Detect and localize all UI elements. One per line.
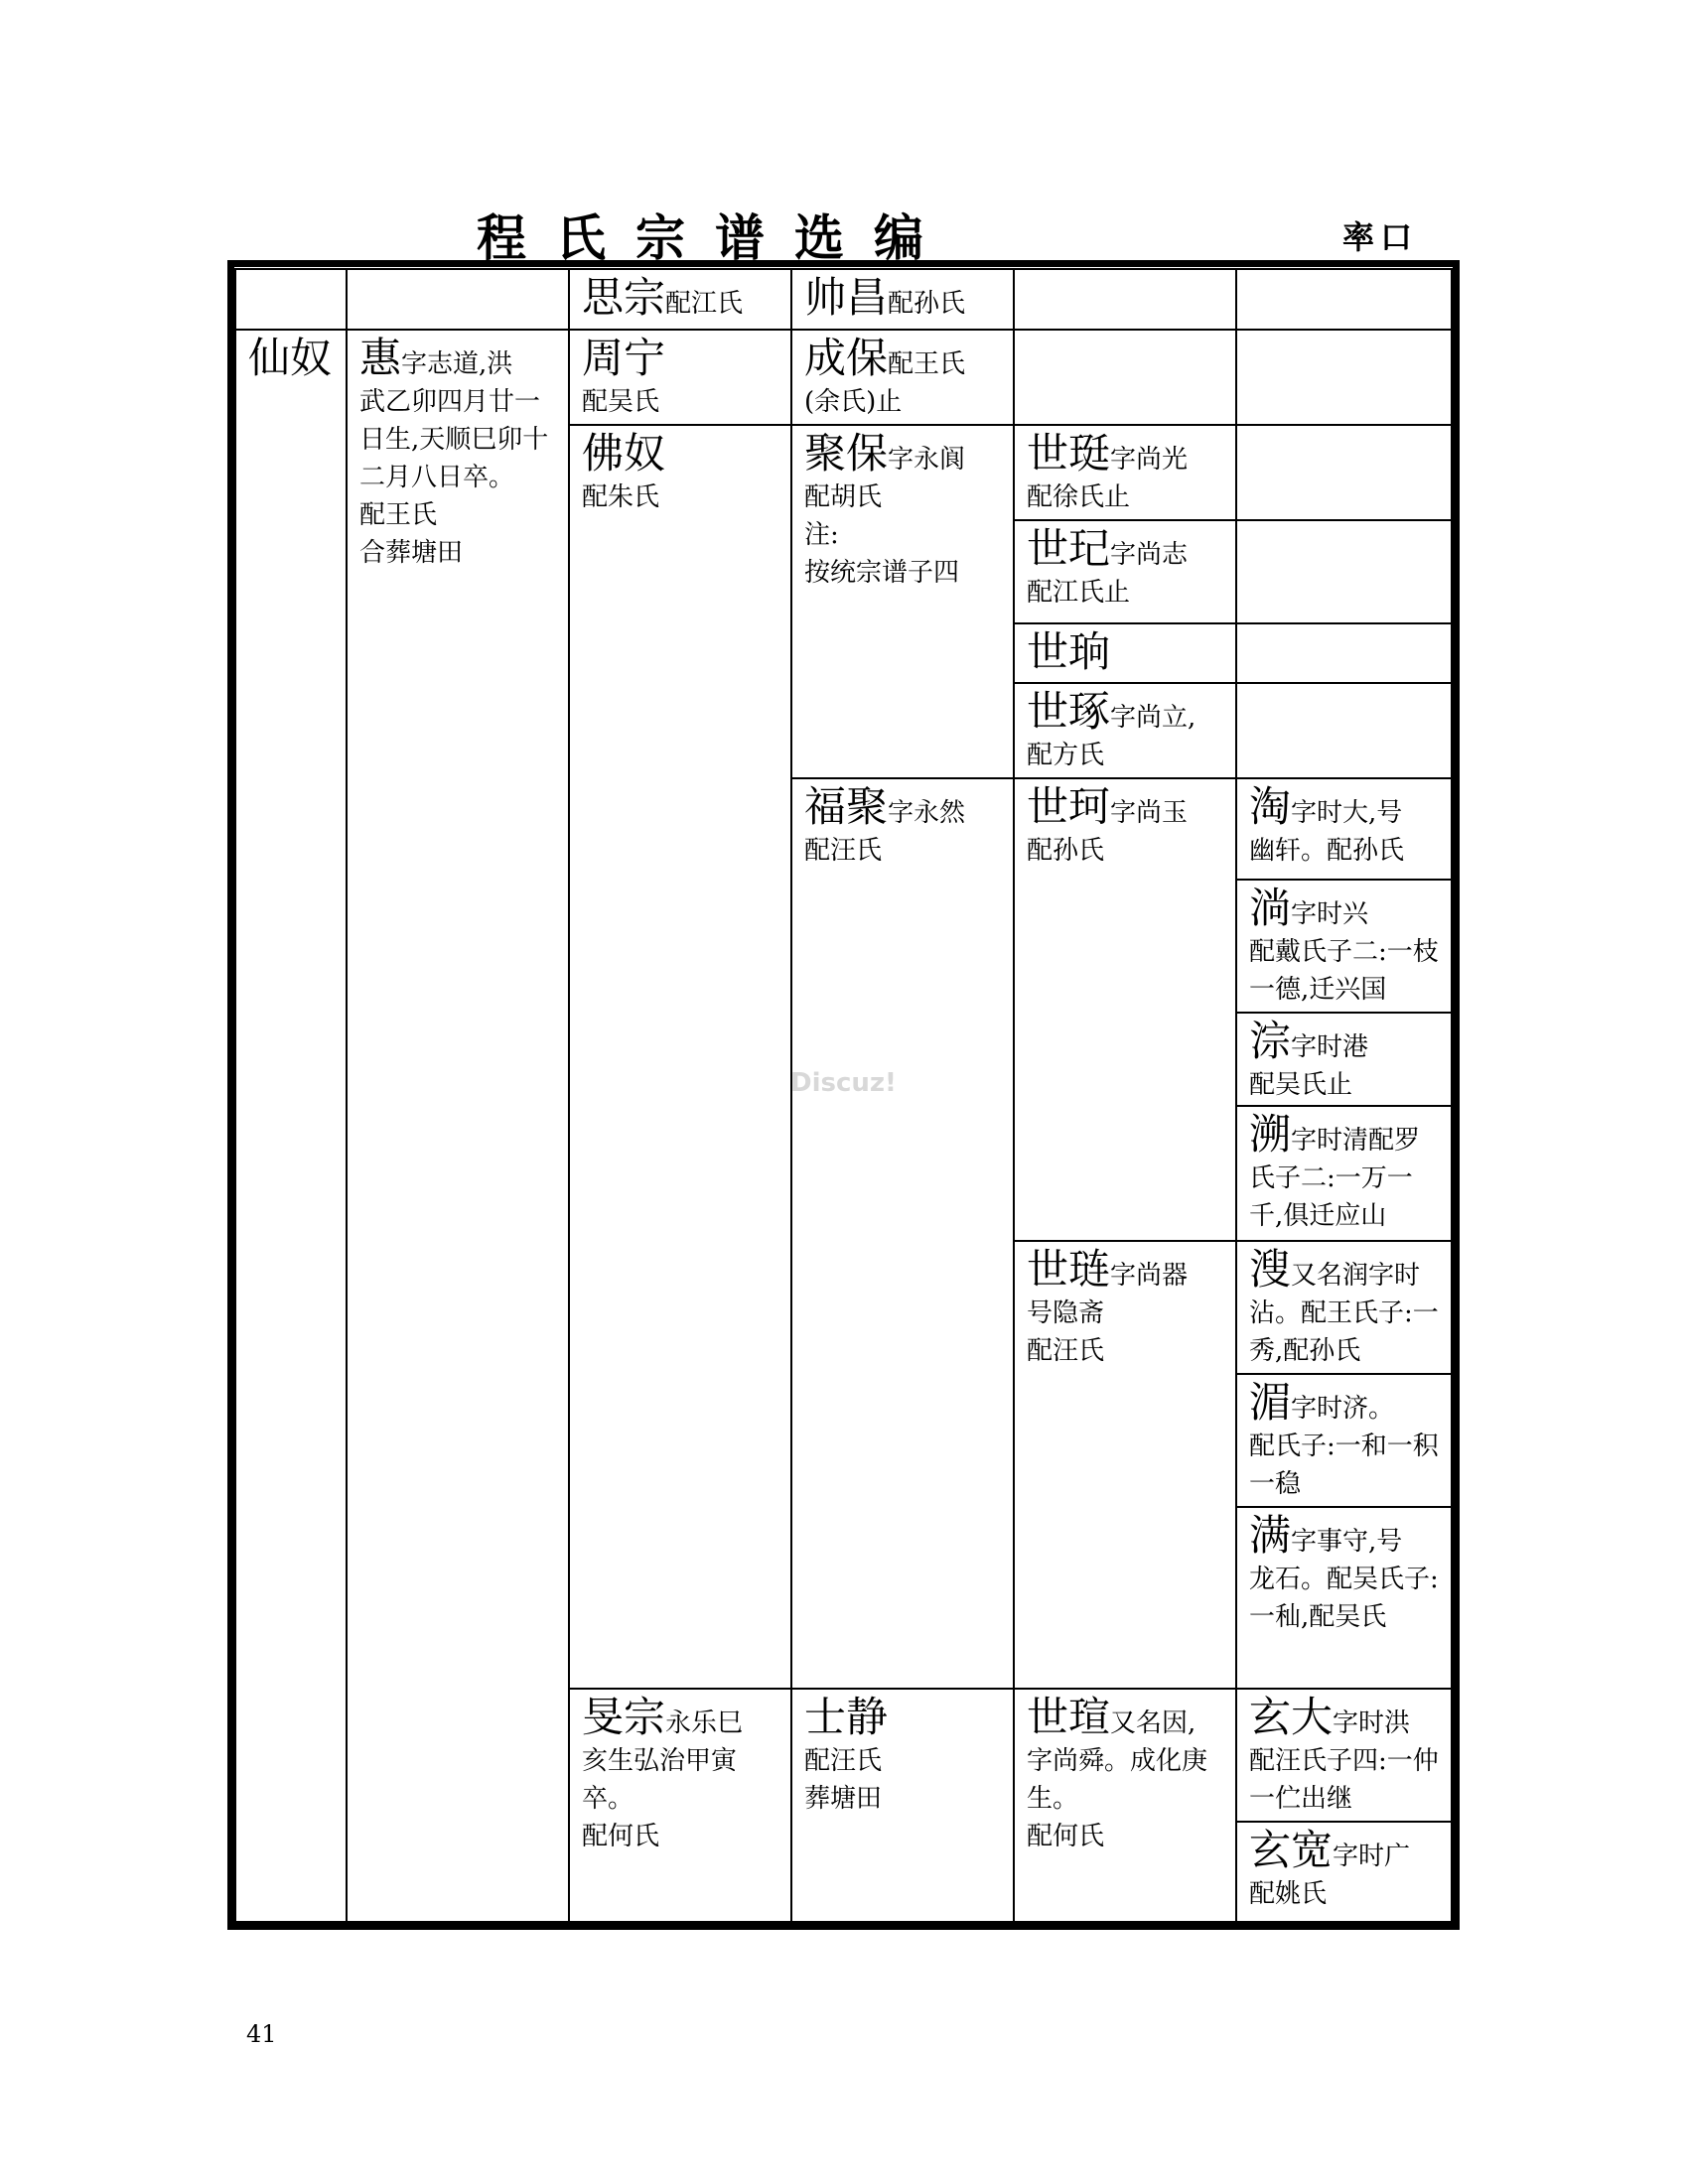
gen6-entry-7 <box>1235 1688 1453 1823</box>
gen6-text-8: 配姚氏 <box>1249 1879 1328 1909</box>
gen6-entry-2 <box>1235 1012 1453 1107</box>
gen3-note-0: 配江氏 <box>665 289 744 319</box>
gen6-entry-6 <box>1235 1506 1453 1690</box>
gen5-text-6: 字尚舜。成化庚生。 配何氏 <box>1027 1746 1208 1851</box>
gen6-header-cell-3 <box>1235 519 1453 624</box>
gen5-header-cell-0 <box>1013 268 1237 331</box>
gen3-entry-1 <box>568 329 792 426</box>
gen3-entry-3 <box>568 1688 792 1923</box>
gen2-text: 武乙卯四月廿一日生,天顺巳卯十二月八日卒。 配王氏 合葬塘田 <box>359 387 549 568</box>
gen6-entry-0 <box>1235 777 1453 881</box>
gen6-note-0: 字时大,号 <box>1291 798 1403 828</box>
gen4-note-3: 字永然 <box>888 798 966 828</box>
gen3-text-1: 配吴氏 <box>582 387 660 417</box>
gen6-name-7: 玄大 <box>1249 1693 1334 1741</box>
gen4-name-1: 成保 <box>804 334 889 382</box>
gen6-note-7: 字时洪 <box>1333 1708 1411 1738</box>
gen6-text-6: 龙石。配吴氏子:一秈,配吴氏 <box>1249 1565 1439 1632</box>
page-title: 程氏宗谱选编 <box>477 208 953 267</box>
gen5-text-5: 号隐斋 配汪氏 <box>1027 1298 1105 1366</box>
gen3-note-3: 永乐巳 <box>665 1708 744 1738</box>
gen6-text-3: 氏子二:一万一千,俱迁应山 <box>1249 1163 1413 1231</box>
gen2-header-cell <box>346 268 570 331</box>
gen3-name-3: 旻宗 <box>582 1693 666 1741</box>
gen2-name: 惠 <box>359 334 402 382</box>
gen5-name-4: 世珂 <box>1027 782 1111 831</box>
gen6-entry-1 <box>1235 879 1453 1014</box>
gen5-entry-3 <box>1013 682 1237 779</box>
gen5-entry-6 <box>1013 1688 1237 1923</box>
gen5-entry-1 <box>1013 519 1237 624</box>
gen6-note-1: 字时兴 <box>1291 899 1369 929</box>
gen6-name-0: 淘 <box>1249 782 1292 831</box>
gen6-note-5: 字时济。 <box>1291 1394 1395 1424</box>
gen6-text-4: 沾。配王氏子:一秀,配孙氏 <box>1249 1298 1439 1366</box>
gen1-name: 仙奴 <box>248 334 333 382</box>
gen5-text-0: 配徐氏止 <box>1027 482 1131 512</box>
gen6-name-3: 溯 <box>1249 1110 1292 1159</box>
gen5-note-5: 字尚器 <box>1110 1261 1189 1291</box>
gen6-note-8: 字时广 <box>1333 1842 1411 1871</box>
gen6-text-0: 幽轩。配孙氏 <box>1249 836 1405 866</box>
gen6-note-3: 字时清配罗 <box>1291 1126 1421 1156</box>
gen6-header-cell-4 <box>1235 622 1453 684</box>
gen5-text-3: 配方氏 <box>1027 741 1105 770</box>
page-number: 41 <box>246 2020 277 2048</box>
gen3-name-0: 思宗 <box>582 273 666 322</box>
gen5-note-0: 字尚光 <box>1110 445 1189 475</box>
gen6-text-5: 配氏子:一和一积一稳 <box>1249 1432 1439 1499</box>
gen4-name-0: 帅昌 <box>804 273 889 322</box>
gen1-header-cell <box>234 268 348 331</box>
gen6-name-6: 满 <box>1249 1511 1292 1560</box>
gen4-note-1: 配王氏 <box>888 349 966 379</box>
gen2-cell <box>346 329 570 1923</box>
gen1-cell <box>234 329 348 1923</box>
gen5-name-6: 世瑄 <box>1027 1693 1111 1741</box>
gen3-entry-2 <box>568 424 792 1690</box>
gen6-header-cell-1 <box>1235 329 1453 426</box>
gen6-name-1: 淌 <box>1249 884 1292 932</box>
gen3-name-1: 周宁 <box>582 334 666 382</box>
gen4-note-0: 配孙氏 <box>888 289 966 319</box>
gen5-note-4: 字尚玉 <box>1110 798 1189 828</box>
gen6-note-4: 又名润字时 <box>1291 1261 1421 1291</box>
gen6-entry-8 <box>1235 1821 1453 1923</box>
gen5-note-1: 字尚志 <box>1110 540 1189 570</box>
gen6-header-cell-2 <box>1235 424 1453 521</box>
gen4-entry-0 <box>790 268 1015 331</box>
gen4-text-3: 配汪氏 <box>804 836 883 866</box>
gen5-note-6: 又名因, <box>1110 1708 1196 1738</box>
gen5-entry-4 <box>1013 777 1237 1242</box>
gen4-note-2: 字永阆 <box>888 445 966 475</box>
gen5-name-3: 世琢 <box>1027 687 1111 736</box>
gen3-text-3: 亥生弘治甲寅卒。 配何氏 <box>582 1746 738 1851</box>
gen5-name-5: 世琏 <box>1027 1245 1111 1294</box>
gen5-name-2: 世珦 <box>1027 627 1111 676</box>
gen6-header-cell-0 <box>1235 268 1453 331</box>
gen4-entry-1 <box>790 329 1015 426</box>
gen4-name-3: 福聚 <box>804 782 889 831</box>
gen6-entry-4 <box>1235 1240 1453 1375</box>
gen4-entry-4 <box>790 1688 1015 1923</box>
gen4-name-4: 士静 <box>804 1693 889 1741</box>
gen4-text-4: 配汪氏 葬塘田 <box>804 1746 883 1814</box>
gen2-note: 字志道,洪 <box>401 349 513 379</box>
gen4-name-2: 聚保 <box>804 429 889 478</box>
gen6-header-cell-5 <box>1235 682 1453 779</box>
gen6-text-2: 配吴氏止 <box>1249 1070 1353 1100</box>
gen4-text-2: 配胡氏 注: 按统宗谱子四 <box>804 482 960 588</box>
gen3-entry-0 <box>568 268 792 331</box>
gen5-entry-5 <box>1013 1240 1237 1690</box>
gen6-note-2: 字时港 <box>1291 1032 1369 1062</box>
gen4-text-1: (余氏)止 <box>804 387 903 417</box>
gen6-text-7: 配汪氏子四:一仲一伫出继 <box>1249 1746 1439 1814</box>
gen5-entry-0 <box>1013 424 1237 521</box>
gen6-name-2: 淙 <box>1249 1017 1292 1065</box>
gen3-name-2: 佛奴 <box>582 429 666 478</box>
gen4-entry-2 <box>790 424 1015 779</box>
location-label: 率口 <box>1342 218 1419 256</box>
gen5-name-0: 世珽 <box>1027 429 1111 478</box>
gen6-name-8: 玄宽 <box>1249 1826 1334 1874</box>
gen5-entry-2 <box>1013 622 1237 684</box>
gen6-entry-3 <box>1235 1105 1453 1242</box>
gen5-header-cell-1 <box>1013 329 1237 426</box>
gen5-note-3: 字尚立, <box>1110 703 1196 733</box>
gen4-entry-3 <box>790 777 1015 1690</box>
gen5-text-4: 配孙氏 <box>1027 836 1105 866</box>
gen6-text-1: 配戴氏子二:一枝一德,迁兴国 <box>1249 937 1439 1005</box>
gen5-text-1: 配江氏止 <box>1027 578 1131 608</box>
gen6-name-4: 溲 <box>1249 1245 1292 1294</box>
gen6-entry-5 <box>1235 1373 1453 1508</box>
gen6-name-5: 湄 <box>1249 1378 1292 1427</box>
gen3-text-2: 配朱氏 <box>582 482 660 512</box>
gen5-name-1: 世玘 <box>1027 524 1111 573</box>
watermark: Discuz! <box>790 1068 897 1098</box>
gen6-note-6: 字事守,号 <box>1291 1527 1403 1557</box>
